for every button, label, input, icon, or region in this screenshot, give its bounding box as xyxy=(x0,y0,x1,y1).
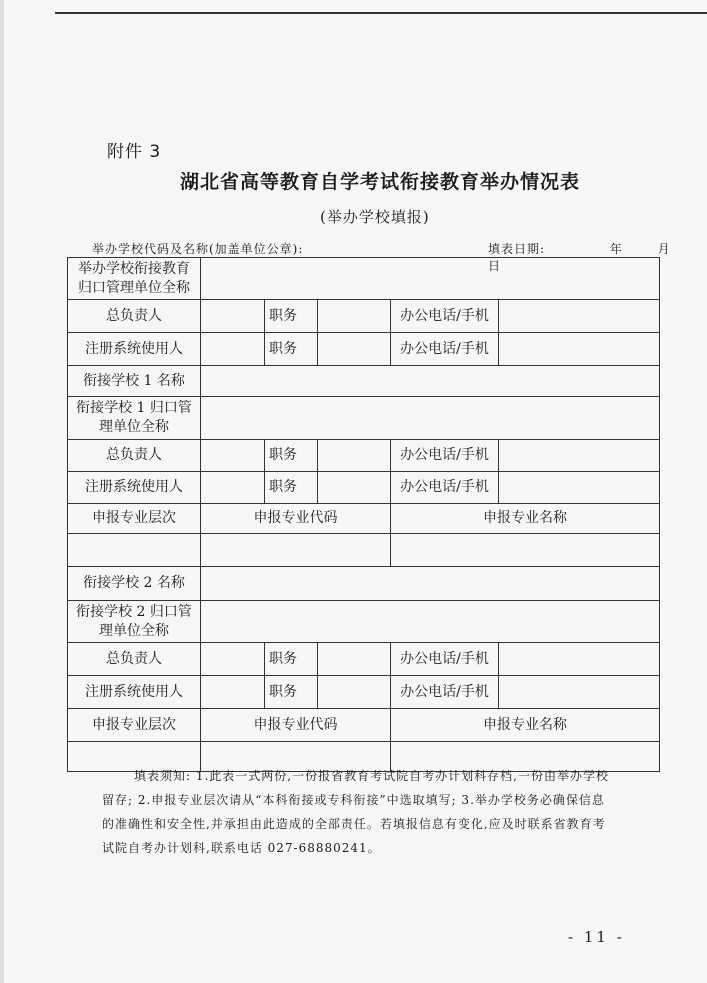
page-top-edge xyxy=(55,12,707,14)
phone-label: 办公电话/手机 xyxy=(391,440,499,472)
major-name-header: 申报专业名称 xyxy=(391,504,660,534)
chief-label: 总负责人 xyxy=(68,643,201,676)
school1-org-label: 衔接学校 1 归口管理单位全称 xyxy=(68,397,201,440)
chief-field[interactable] xyxy=(201,440,265,472)
fill-date-label: 填表日期: xyxy=(488,242,546,256)
phone-field[interactable] xyxy=(499,643,660,676)
chief-field[interactable] xyxy=(201,643,265,676)
position-label: 职务 xyxy=(265,333,318,366)
chief-label: 总负责人 xyxy=(68,440,201,472)
table-row xyxy=(68,601,660,643)
phone-field[interactable] xyxy=(499,676,660,709)
phone-label: 办公电话/手机 xyxy=(391,676,499,709)
position-field[interactable] xyxy=(318,440,391,472)
position-field[interactable] xyxy=(318,472,391,504)
school-code-label: 举办学校代码及名称(加盖单位公章): xyxy=(92,242,304,256)
document-subtitle: (举办学校填报) xyxy=(320,208,430,226)
phone-label: 办公电话/手机 xyxy=(391,333,499,366)
phone-field[interactable] xyxy=(499,300,660,333)
table-row xyxy=(68,643,660,676)
sys-user-label: 注册系统使用人 xyxy=(68,333,201,366)
major-name-field[interactable] xyxy=(391,534,660,567)
fill-date-day: 日 xyxy=(488,259,502,273)
fill-date-month: 月 xyxy=(657,242,671,256)
org-fullname-field[interactable] xyxy=(201,258,660,300)
table-row xyxy=(68,534,660,567)
sys-user-field[interactable] xyxy=(201,676,265,709)
sys-user-label: 注册系统使用人 xyxy=(68,472,201,504)
table-row xyxy=(68,366,660,397)
registration-form-table xyxy=(67,257,660,772)
table-row xyxy=(68,300,660,333)
school1-name-label: 衔接学校 1 名称 xyxy=(68,366,201,397)
table-row xyxy=(68,567,660,601)
table-row xyxy=(68,258,660,300)
phone-label: 办公电话/手机 xyxy=(391,472,499,504)
major-name-header: 申报专业名称 xyxy=(391,709,660,742)
page-shadow-edge xyxy=(0,0,4,983)
phone-field[interactable] xyxy=(499,472,660,504)
position-label: 职务 xyxy=(265,300,318,333)
table-row xyxy=(68,709,660,742)
major-code-field[interactable] xyxy=(201,534,391,567)
position-label: 职务 xyxy=(265,676,318,709)
school2-name-label: 衔接学校 2 名称 xyxy=(68,567,201,601)
sys-user-label: 注册系统使用人 xyxy=(68,676,201,709)
fill-instructions-text: 填表须知: 1.此表一式两份,一份报省教育考试院自考办计划科存档,一份由举办学校留存; 2.申报专业层次请从“本科衔接或专科衔接”中选取填写; 3.举办学校务必确保信息的准确性和安全性,并承担由此造成的全部责任。若填报信息有变化,应及时联系省教育考试院自考办计划科,联系电话 027-68880241。 xyxy=(102,769,609,855)
document-title: 湖北省高等教育自学考试衔接教育举办情况表 xyxy=(180,171,581,193)
table-row xyxy=(68,504,660,534)
table-row xyxy=(68,397,660,440)
chief-label: 总负责人 xyxy=(68,300,201,333)
position-field[interactable] xyxy=(318,676,391,709)
phone-field[interactable] xyxy=(499,333,660,366)
school2-name-field[interactable] xyxy=(201,567,660,601)
school2-org-field[interactable] xyxy=(201,601,660,643)
table-row xyxy=(68,333,660,366)
sys-user-field[interactable] xyxy=(201,333,265,366)
school2-org-label: 衔接学校 2 归口管理单位全称 xyxy=(68,601,201,643)
table-row xyxy=(68,472,660,504)
phone-label: 办公电话/手机 xyxy=(391,300,499,333)
position-field[interactable] xyxy=(318,643,391,676)
attachment-label: 附件 3 xyxy=(107,142,162,162)
major-level-header: 申报专业层次 xyxy=(68,504,201,534)
major-level-header: 申报专业层次 xyxy=(68,709,201,742)
phone-label: 办公电话/手机 xyxy=(391,643,499,676)
major-code-header: 申报专业代码 xyxy=(201,709,391,742)
position-field[interactable] xyxy=(318,333,391,366)
position-field[interactable] xyxy=(318,300,391,333)
fill-instructions xyxy=(102,764,617,860)
position-label: 职务 xyxy=(265,440,318,472)
org-fullname-label: 举办学校衔接教育归口管理单位全称 xyxy=(68,258,201,300)
sys-user-field[interactable] xyxy=(201,472,265,504)
table-row xyxy=(68,676,660,709)
school1-org-field[interactable] xyxy=(201,397,660,440)
phone-field[interactable] xyxy=(499,440,660,472)
school1-name-field[interactable] xyxy=(201,366,660,397)
table-row xyxy=(68,440,660,472)
fill-date-year: 年 xyxy=(609,242,623,256)
position-label: 职务 xyxy=(265,643,318,676)
page-number: - 11 - xyxy=(568,928,625,946)
major-level-field[interactable] xyxy=(68,534,201,567)
major-code-header: 申报专业代码 xyxy=(201,504,391,534)
chief-field[interactable] xyxy=(201,300,265,333)
position-label: 职务 xyxy=(265,472,318,504)
